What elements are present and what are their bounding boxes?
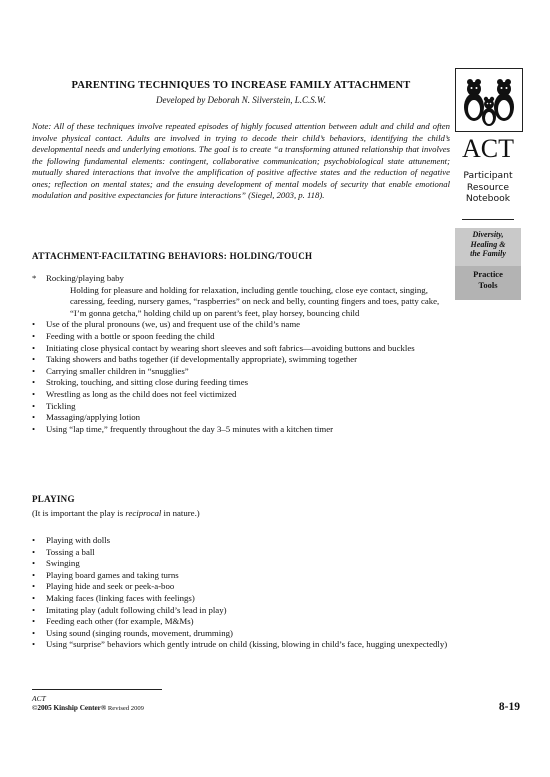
- section-heading-holding-touch: ATTACHMENT-FACILTATING BEHAVIORS: HOLDING/TOUCH: [32, 251, 313, 261]
- bullet-icon: •: [32, 377, 36, 388]
- list-item-text: Using “surprise” behaviors which gently intrude on child (kissing, blowing in child’s face, hugging unexpectedly): [46, 639, 448, 650]
- list-item: [32, 273, 450, 319]
- list-item: [32, 401, 450, 413]
- bullet-icon: •: [32, 569, 36, 580]
- list-item: [32, 331, 450, 343]
- bullet-icon: •: [32, 535, 36, 545]
- list-item-text: Carrying smaller children in “snugglies”: [46, 365, 189, 376]
- family-logo-drawing: [456, 69, 522, 131]
- list-item-text: Swinging: [46, 558, 80, 569]
- playing-intro-emphasis: reciprocal: [125, 508, 162, 518]
- footer-copyright: [32, 704, 144, 712]
- list-item-text: Using “lap time,” frequently throughout the day 3–5 minutes with a kitchen timer: [46, 423, 334, 434]
- bullet-icon: •: [32, 581, 36, 592]
- list-item: [32, 366, 450, 378]
- list-item-text: Feeding each other (for example, M&Ms): [46, 616, 194, 627]
- list-item: [32, 581, 450, 593]
- section-tab-line: the Family: [470, 249, 506, 259]
- list-item: [32, 628, 450, 640]
- section-tab-label: [455, 230, 521, 259]
- bullet-icon: •: [32, 365, 36, 376]
- section-heading-playing: PLAYING: [32, 494, 75, 504]
- list-item: [32, 570, 450, 582]
- family-logo-icon: [455, 68, 523, 132]
- bullet-icon: •: [32, 354, 36, 365]
- copyright-text: ©2005 Kinship Center: [32, 704, 101, 712]
- list-item: [32, 593, 450, 605]
- bullet-icon: •: [32, 400, 36, 411]
- list-item: [32, 535, 450, 547]
- bullet-icon: •: [32, 342, 36, 353]
- bullet-icon: •: [32, 592, 36, 603]
- section-tab-line: Healing &: [470, 239, 506, 249]
- list-item-text: Playing board games and taking turns: [46, 569, 179, 580]
- list-item-text: Tossing a ball: [46, 546, 95, 557]
- playing-intro-text: (It is important the play is: [32, 508, 126, 518]
- list-item-text: Feeding with a bottle or spoon feeding the child: [46, 330, 215, 341]
- list-item: [32, 558, 450, 570]
- list-item: [32, 424, 450, 436]
- bullet-icon: •: [32, 412, 36, 423]
- registered-mark: ®: [100, 704, 107, 712]
- page-title: PARENTING TECHNIQUES TO INCREASE FAMILY ATTACHMENT: [71, 80, 411, 91]
- act-logo-text: ACT: [462, 134, 514, 163]
- list-item-text: Initiating close physical contact by wearing short sleeves and soft fabrics—avoiding buttons and buckles: [46, 342, 415, 353]
- list-item-text: Taking showers and baths together (if developmentally appropriate), swimming together: [46, 354, 358, 365]
- bullet-icon: •: [32, 546, 36, 557]
- subsection-tab-line: Practice: [473, 269, 503, 279]
- list-item-text: Making faces (linking faces with feelings): [46, 592, 195, 603]
- subsection-tab-line: Tools: [478, 279, 498, 290]
- footer-program-name: ACT: [32, 694, 46, 703]
- list-item: [32, 616, 450, 628]
- list-item: [32, 354, 450, 366]
- notebook-label-line: Participant: [463, 170, 513, 181]
- page-subtitle: Developed by Deborah N. Silverstein, L.C.S.W.: [156, 95, 326, 105]
- bullet-icon: •: [32, 627, 36, 638]
- sidebar-divider: [462, 219, 514, 220]
- list-item-text: Use of the plural pronouns (we, us) and frequent use of the child’s name: [46, 319, 301, 330]
- list-item-text: Wrestling as long as the child does not feel victimized: [46, 388, 237, 399]
- bullet-icon: •: [32, 388, 36, 399]
- bullet-icon: •: [32, 604, 36, 615]
- bullet-icon: •: [32, 423, 36, 434]
- bullet-icon: •: [32, 639, 36, 650]
- bullet-icon: •: [32, 319, 36, 330]
- holding-touch-list: [32, 273, 450, 435]
- list-item: [32, 605, 450, 617]
- section-tab-line: Diversity,: [472, 230, 504, 239]
- revision-text: Revised 2009: [106, 705, 144, 712]
- list-item: [32, 319, 450, 331]
- asterisk-bullet: *: [32, 273, 37, 283]
- list-item-text: Massaging/applying lotion: [46, 412, 141, 423]
- intro-note: Note: All of these techniques involve repeated episodes of highly focused attention between adult and child and often involve physical contact. Adults are involved in trying to decode their child’s behaviors, identifying the child’s developmental needs and underlying emotions. The goal is to create “a transforming attuned relationship that involves the following fundamental elements: contingent, collaborative communication; psychobiological state attunement; mutually shared interactions that involve the amplification of positive affective states and the reduction of negative ones; reflection on mental states; and the ensuing development of mental models of security that enable emotional modulation and positive expectancies for future interactions” (Siegel, 2003, p. 118).: [32, 121, 450, 200]
- list-item: [32, 412, 450, 424]
- list-item-text: Playing with dolls: [46, 535, 111, 545]
- list-item: [32, 547, 450, 559]
- list-item-text: Imitating play (adult following child’s lead in play): [46, 604, 227, 615]
- subsection-tab-label: [455, 269, 521, 291]
- notebook-label-line: Notebook: [465, 193, 511, 204]
- bullet-icon: •: [32, 616, 36, 627]
- bullet-icon: •: [32, 330, 36, 341]
- playing-intro-text-end: in nature.): [161, 508, 200, 518]
- list-item: [32, 639, 450, 651]
- playing-intro: [32, 508, 200, 518]
- playing-list: [32, 535, 450, 651]
- list-item-text: Playing hide and seek or peek-a-boo: [46, 581, 175, 592]
- list-item-detail: Holding for pleasure and holding for relaxation, including gentle touching, close eye contact, singing, caressing, feeding, nursery games, “raspberries” on neck and belly, counting fingers and toes, patty cake, “I’m gonna getcha,” holding child up on parent’s feet, play horsey, bouncing child: [70, 284, 440, 318]
- page-number: 8-19: [498, 701, 520, 713]
- list-item-text: Stroking, touching, and sitting close during feeding times: [46, 377, 249, 388]
- list-item: [32, 389, 450, 401]
- list-item-text: Tickling: [46, 400, 76, 411]
- notebook-label-line: Resource: [466, 181, 510, 193]
- list-item-label: Rocking/playing baby: [46, 273, 124, 283]
- list-item: [32, 377, 450, 389]
- list-item: [32, 343, 450, 355]
- notebook-label: [455, 170, 521, 205]
- bullet-icon: •: [32, 558, 36, 569]
- list-item-text: Using sound (singing rounds, movement, drumming): [46, 627, 233, 638]
- footer-divider: [32, 689, 162, 690]
